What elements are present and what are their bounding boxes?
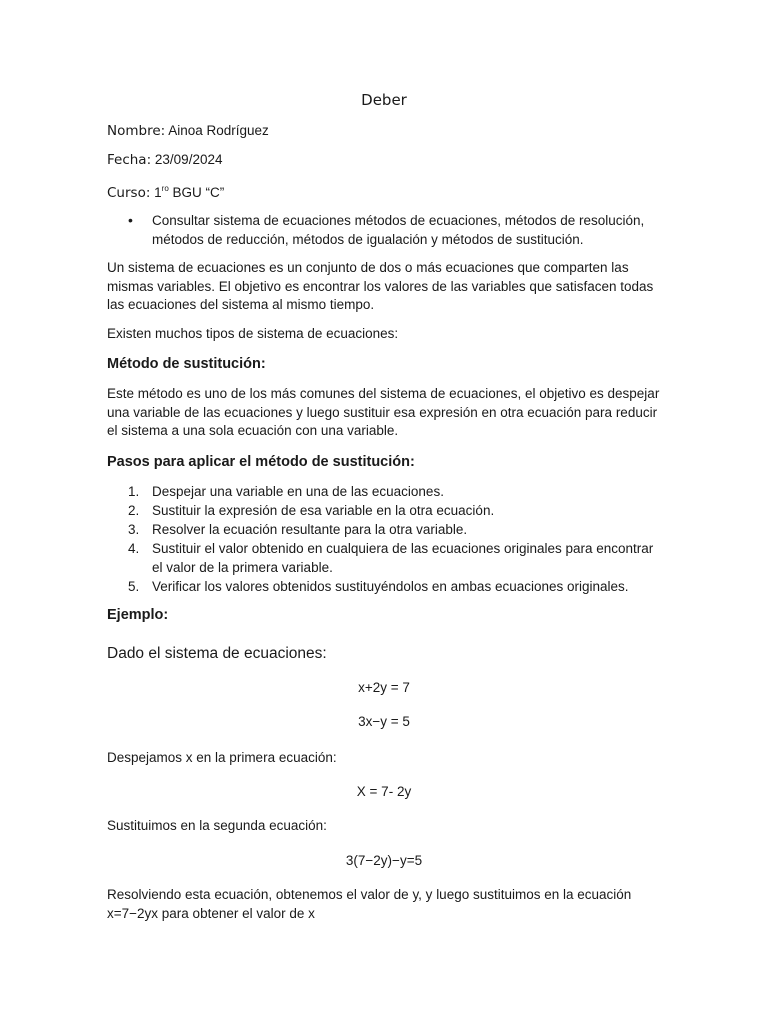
- curso-label: Curso:: [107, 185, 151, 201]
- sustituimos-text: Sustituimos en la segunda ecuación:: [107, 818, 327, 833]
- list-item: [107, 520, 667, 539]
- list-text: Sustituir el valor obtenido en cualquiera de las ecuaciones originales para encontrar el valor de la primera variable.: [152, 541, 654, 575]
- intro-paragraph: Un sistema de ecuaciones es un conjunto de dos o más ecuaciones que comparten las mismas variables. El objetivo es encontrar los valores de las variables que satisfacen todas las ecuaciones del sistema al mismo tiempo.: [107, 260, 654, 312]
- resolviendo-text: Resolviendo esta ecuación, obtenemos el valor de y, y luego sustituimos en la ecuación x=7−2yx para obtener el valor de x: [107, 887, 632, 921]
- list-item: [107, 482, 667, 501]
- nombre-label: Nombre:: [107, 123, 166, 139]
- equation-3: X = 7- 2y: [356, 784, 412, 799]
- fecha-value: 23/09/2024: [154, 152, 223, 167]
- equation-4: 3(7−2y)−y=5: [345, 853, 423, 868]
- bullet-icon: •: [128, 212, 133, 228]
- bullet-list: [107, 211, 667, 249]
- list-text: Despejar una variable en una de las ecuaciones.: [152, 484, 444, 499]
- curso-num: 1: [154, 185, 162, 200]
- list-item: [107, 501, 667, 520]
- curso-field: [107, 180, 224, 202]
- ejemplo-heading: Ejemplo:: [107, 607, 169, 623]
- curso-sup: ro: [161, 184, 169, 193]
- page-title: Deber: [361, 91, 407, 109]
- curso-value: BGU “C”: [172, 185, 225, 200]
- list-number: 3.: [128, 522, 140, 537]
- metodo-description: Este método es uno de los más comunes del sistema de ecuaciones, el objetivo es despejar una variable de las ecuaciones y luego sustituir esa expresión en otra ecuación para reducir el sistema a una sola ecuación con una variable.: [107, 386, 660, 438]
- despejamos-text: Despejamos x en la primera ecuación:: [107, 750, 337, 765]
- list-item: [107, 539, 667, 577]
- fecha-field: [107, 151, 222, 169]
- nombre-field: [107, 122, 269, 140]
- list-text: Resolver la ecuación resultante para la otra variable.: [152, 522, 468, 537]
- list-item: [107, 577, 667, 596]
- list-item: [107, 211, 667, 249]
- list-number: 2.: [128, 503, 140, 518]
- fecha-label: Fecha:: [107, 152, 152, 168]
- metodo-heading: Método de sustitución:: [107, 356, 266, 372]
- list-number: 5.: [128, 579, 140, 594]
- list-number: 4.: [128, 541, 140, 556]
- dado-text: Dado el sistema de ecuaciones:: [107, 645, 327, 662]
- list-text: Verificar los valores obtenidos sustituyéndolos en ambas ecuaciones originales.: [152, 579, 629, 594]
- nombre-value: Ainoa Rodríguez: [168, 123, 269, 138]
- list-number: 1.: [128, 484, 140, 499]
- equation-1: x+2y = 7: [358, 680, 410, 695]
- tipos-paragraph: Existen muchos tipos de sistema de ecuaciones:: [107, 326, 399, 341]
- pasos-list: [107, 482, 667, 596]
- pasos-heading: Pasos para aplicar el método de sustitución:: [107, 454, 415, 470]
- bullet-text: Consultar sistema de ecuaciones métodos de ecuaciones, métodos de resolución, métodos de reducción, métodos de igualación y métodos de sustitución.: [152, 213, 645, 247]
- list-text: Sustituir la expresión de esa variable en la otra ecuación.: [152, 503, 495, 518]
- equation-2: 3x−y = 5: [358, 714, 410, 729]
